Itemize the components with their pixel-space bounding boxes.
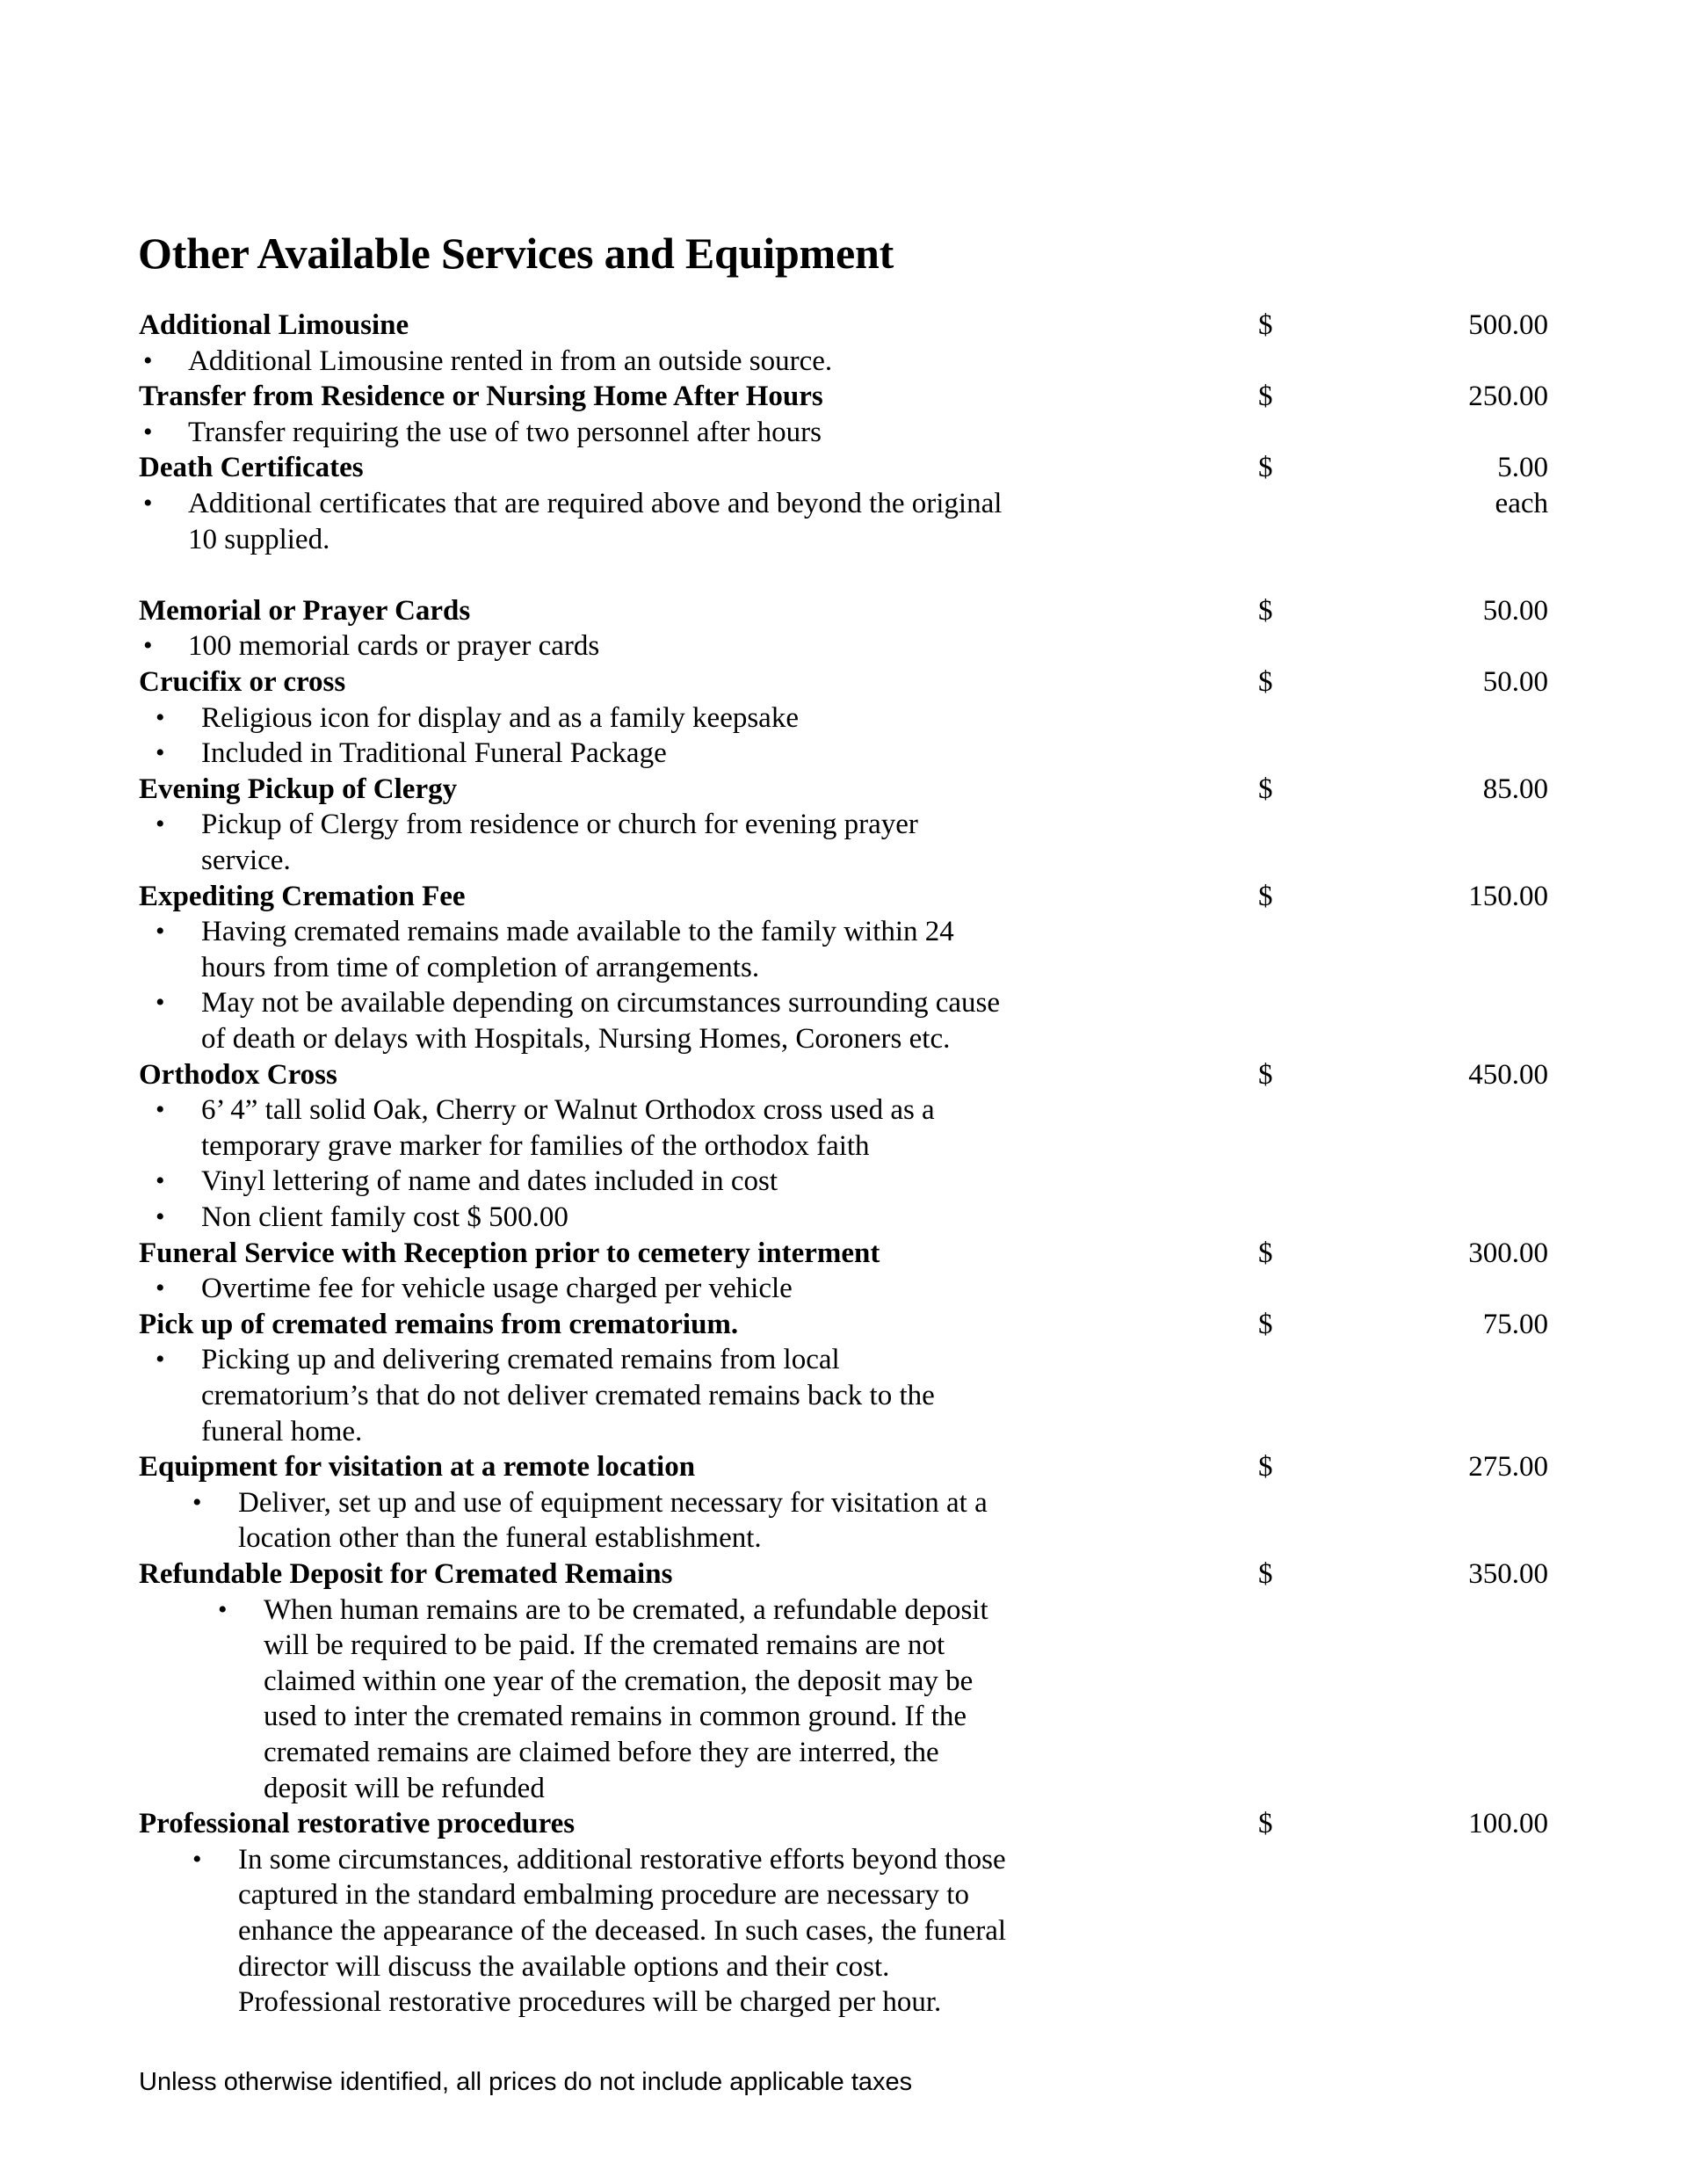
service-heading: Expediting Cremation Fee xyxy=(139,880,466,912)
service-description-line: will be required to be paid. If the cremated remains are not xyxy=(264,1629,945,1662)
service-heading: Death Certificates xyxy=(139,452,364,484)
currency-symbol: $ xyxy=(1258,594,1273,627)
currency-symbol: $ xyxy=(1258,666,1273,698)
tax-disclaimer: Unless otherwise identified, all prices do not include applicable taxes xyxy=(139,2068,913,2096)
service-price: 50.00 xyxy=(1482,666,1548,698)
service-description-line: temporary grave marker for families of the orthodox faith xyxy=(201,1129,870,1162)
service-price: 275.00 xyxy=(1468,1451,1548,1484)
service-description-line: location other than the funeral establishment. xyxy=(238,1522,762,1555)
service-description-line: Vinyl lettering of name and dates included in cost xyxy=(201,1165,778,1198)
service-description-line: service. xyxy=(201,845,291,876)
price-note: each xyxy=(1495,488,1548,519)
service-description-line: 6’ 4” tall solid Oak, Cherry or Walnut Orthodox cross used as a xyxy=(201,1094,935,1127)
service-description-line: Picking up and delivering cremated remains from local xyxy=(201,1344,840,1376)
bullet-icon: • xyxy=(156,1095,165,1125)
service-description-line: cremated remains are claimed before they are interred, the xyxy=(264,1737,939,1768)
service-description-line: Religious icon for display and as a family keepsake xyxy=(201,701,799,734)
bullet-icon: • xyxy=(218,1594,228,1624)
service-heading: Crucifix or cross xyxy=(139,666,346,698)
service-price: 450.00 xyxy=(1468,1058,1548,1091)
currency-symbol: $ xyxy=(1258,452,1273,484)
service-price: 5.00 xyxy=(1497,452,1548,484)
bullet-icon: • xyxy=(156,1166,165,1196)
service-heading: Evening Pickup of Clergy xyxy=(139,773,458,805)
service-description-line: Deliver, set up and use of equipment necessary for visitation at a xyxy=(238,1486,988,1519)
currency-symbol: $ xyxy=(1258,381,1273,413)
service-description-line: Pickup of Clergy from residence or church for evening prayer xyxy=(201,809,918,841)
service-description-line: crematorium’s that do not deliver cremated remains back to the xyxy=(201,1380,935,1411)
service-description-line: captured in the standard embalming procedure are necessary to xyxy=(238,1879,969,1912)
bullet-icon: • xyxy=(192,1487,202,1517)
service-description-line: Additional Limousine rented in from an outside source. xyxy=(188,345,833,377)
bullet-icon: • xyxy=(156,738,165,768)
currency-symbol: $ xyxy=(1258,309,1273,341)
service-description-line: Professional restorative procedures will be charged per hour. xyxy=(238,1986,942,2019)
service-heading: Pick up of cremated remains from crematorium. xyxy=(139,1308,739,1340)
bullet-icon: • xyxy=(156,917,165,947)
service-heading: Funeral Service with Reception prior to cemetery interment xyxy=(139,1237,880,1269)
service-price: 85.00 xyxy=(1482,773,1548,805)
currency-symbol: $ xyxy=(1258,1451,1273,1484)
bullet-icon: • xyxy=(156,988,165,1018)
bullet-icon: • xyxy=(143,417,153,446)
service-description-line: Transfer requiring the use of two personnel after hours xyxy=(188,416,822,448)
service-heading: Transfer from Residence or Nursing Home After Hours xyxy=(139,381,823,413)
service-heading: Refundable Deposit for Cremated Remains xyxy=(139,1558,673,1590)
service-heading: Memorial or Prayer Cards xyxy=(139,594,471,627)
currency-symbol: $ xyxy=(1258,1308,1273,1340)
bullet-icon: • xyxy=(143,631,153,661)
currency-symbol: $ xyxy=(1258,880,1273,912)
service-description-line: Included in Traditional Funeral Package xyxy=(201,737,667,770)
service-description-line: funeral home. xyxy=(201,1415,363,1448)
service-price: 300.00 xyxy=(1468,1237,1548,1269)
service-description-line: In some circumstances, additional restorative efforts beyond those xyxy=(238,1843,1006,1876)
page-title: Other Available Services and Equipment xyxy=(138,229,894,278)
service-heading: Orthodox Cross xyxy=(139,1058,337,1091)
bullet-icon: • xyxy=(143,489,153,518)
bullet-icon: • xyxy=(156,1345,165,1375)
service-description-line: Having cremated remains made available to the family within 24 xyxy=(201,916,954,948)
currency-symbol: $ xyxy=(1258,773,1273,805)
service-heading: Equipment for visitation at a remote location xyxy=(139,1451,696,1484)
service-description-line: claimed within one year of the cremation, the deposit may be xyxy=(264,1665,974,1697)
service-description-line: May not be available depending on circumstances surrounding cause xyxy=(201,987,1001,1019)
bullet-icon: • xyxy=(143,345,153,375)
bullet-icon: • xyxy=(156,809,165,839)
service-price: 75.00 xyxy=(1482,1308,1548,1340)
service-description-line: of death or delays with Hospitals, Nursing Homes, Coroners etc. xyxy=(201,1023,951,1055)
service-description-line: When human remains are to be cremated, a refundable deposit xyxy=(264,1593,988,1626)
service-description-line: used to inter the cremated remains in common ground. If the xyxy=(264,1701,967,1733)
service-description-line: hours from time of completion of arrangements. xyxy=(201,951,760,983)
service-description-line: Additional certificates that are required above and beyond the original xyxy=(188,488,1003,519)
service-description-line: Overtime fee for vehicle usage charged per vehicle xyxy=(201,1273,793,1305)
service-price: 350.00 xyxy=(1468,1558,1548,1590)
service-price: 250.00 xyxy=(1468,381,1548,413)
service-price: 150.00 xyxy=(1468,880,1548,912)
service-description-line: director will discuss the available options and their cost. xyxy=(238,1950,890,1983)
bullet-icon: • xyxy=(156,702,165,732)
currency-symbol: $ xyxy=(1258,1058,1273,1091)
currency-symbol: $ xyxy=(1258,1808,1273,1840)
service-description-line: enhance the appearance of the deceased. In such cases, the funeral xyxy=(238,1915,1007,1947)
service-description-line: Non client family cost $ 500.00 xyxy=(201,1201,568,1233)
service-heading: Professional restorative procedures xyxy=(139,1808,576,1840)
service-heading: Additional Limousine xyxy=(139,309,409,341)
service-price: 500.00 xyxy=(1468,309,1548,341)
currency-symbol: $ xyxy=(1258,1558,1273,1590)
currency-symbol: $ xyxy=(1258,1237,1273,1269)
bullet-icon: • xyxy=(156,1273,165,1303)
service-price: 100.00 xyxy=(1468,1808,1548,1840)
service-price: 50.00 xyxy=(1482,594,1548,627)
service-description-line: deposit will be refunded xyxy=(264,1772,545,1804)
bullet-icon: • xyxy=(192,1844,202,1874)
bullet-icon: • xyxy=(156,1202,165,1231)
service-description-line: 10 supplied. xyxy=(188,523,330,555)
service-description-line: 100 memorial cards or prayer cards xyxy=(188,630,600,663)
